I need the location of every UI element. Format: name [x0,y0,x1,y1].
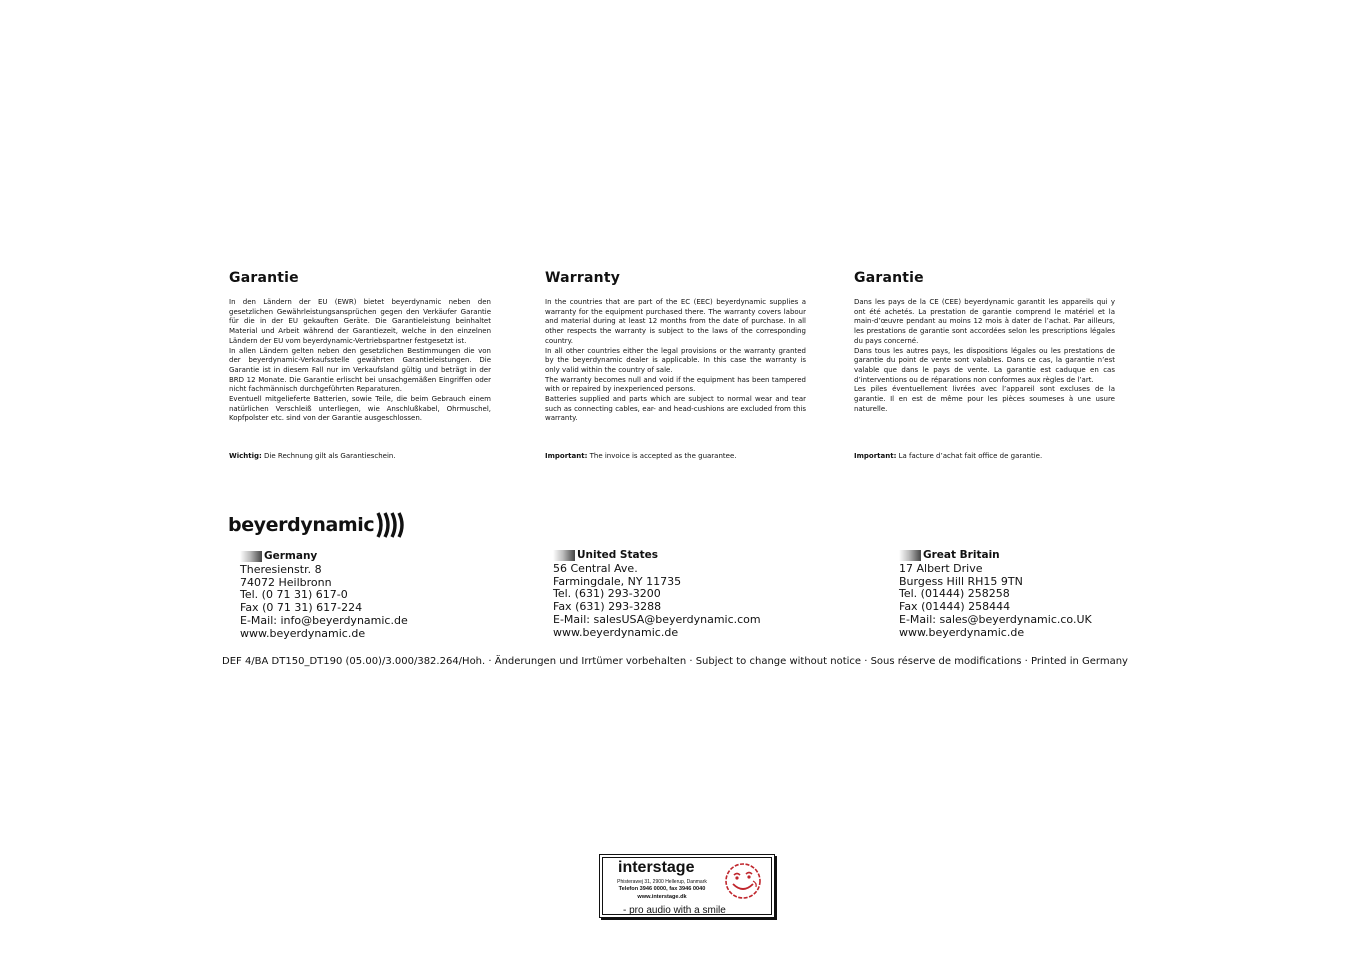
website-link[interactable]: www.beyerdynamic.de [899,625,1025,639]
beyerdynamic-logo [228,508,406,542]
important-note-french: Important: La facture d’achat fait office de garantie. [854,452,1043,460]
email-link[interactable]: E-Mail: salesUSA@beyerdynamic.com [553,612,761,626]
stamp-slogan: - pro audio with a smile [623,905,726,916]
footer-imprint: DEF 4/BA DT150_DT190 (05.00)/3.000/382.264/Hoh. · Änderungen und Irrtümer vorbehalten · Subject to change without notice · Sous réserve de modifications · Printed in Germany [222,656,1128,667]
important-note-english: Important: The invoice is accepted as the guarantee. [545,452,737,460]
paragraph: Dans les pays de la CE (CEE) beyerdynamic garantit les appareils qui y ont été achetés. La prestation de garantie comprend le matériel et la main-d’œuvre pendant au moins 12 mois à dater de l’achat. Par ailleurs, les prestations de garantie sont accordées selon les prescriptions légales du pays concerné. [854,298,1115,345]
logo-sound-waves-icon [376,510,406,540]
paragraph: Dans tous les autres pays, les dispositions légales ou les prestations de garantie du point de vente sont valables. Dans ce cas, la garantie n’est valable que dans le pays de vente. La garantie est caduque en cas d’interventions ou de réparations non conformes aux règles de l’art. [854,346,1115,384]
paragraph: Les piles éventuellement livrées avec l’appareil sont excluses de la garantie. Il en est de même pour les pièces soumeses à une usure naturelle. [854,385,1115,413]
warranty-column-french [854,270,1115,414]
paragraph: In the countries that are part of the EC (EEC) beyerdynamic supplies a warranty for the equipment purchased there. The warranty covers labour and material during at least 12 months from the date of purchase. In all other respects the warranty is subject to the laws of the corresponding country. [545,298,806,345]
gradient-bar-icon [240,551,262,562]
important-note-german: Wichtig: Die Rechnung gilt als Garantieschein. [229,452,396,460]
warranty-column-english [545,270,806,424]
website-link[interactable]: www.beyerdynamic.de [553,625,679,639]
email-link[interactable]: E-Mail: sales@beyerdynamic.co.UK [899,612,1092,626]
heading-german: Garantie [229,270,299,286]
email-link[interactable]: E-Mail: info@beyerdynamic.de [240,613,408,627]
stamp-phone: Telefon 3946 0000, fax 3946 0040 [618,886,706,892]
smiley-face-icon [723,861,763,901]
gradient-bar-icon [899,550,921,561]
stamp-address: Phisterawej 31, 2900 Hellerup, Danmark [617,879,707,885]
paragraph: Eventuell mitgelieferte Batterien, sowie Teile, die beim Gebrauch einem natürlichen Verschleiß unterliegen, wie Anschlußkabel, Ohrmuschel, Kopfpolster etc. sind von der Garantie ausgeschlossen. [229,395,491,423]
paragraph: In allen Ländern gelten neben den gesetzlichen Bestimmungen die von der beyerdynamic-Verkaufsstelle gewährten Garantieleistungen. Die Garantie ist in diesem Fall nur im Verkaufsland gültig und beträgt in der BRD 12 Monate. Die Garantie erlischt bei unsachgemäßen Eingriffen oder nicht fachmännisch durchgeführten Reparaturen. [229,346,491,394]
heading-french: Garantie [854,270,924,286]
warranty-column-german [229,270,491,424]
paragraph: The warranty becomes null and void if the equipment has been tampered with or repaired by inexperienced persons. [545,375,806,394]
address-united-states: United States 56 Central Ave. Farmingdale, NY 11735 Tel. (631) 293-3200 Fax (631) 293-3288 E-Mail: salesUSA@beyerdynamic.com www.beyerdynamic.de [553,549,761,639]
address-germany: Germany Theresienstr. 8 74072 Heilbronn Tel. (0 71 31) 617-0 Fax (0 71 31) 617-224 E-Mail: info@beyerdynamic.de www.beyerdynamic.de [240,550,408,640]
address-great-britain: Great Britain 17 Albert Drive Burgess Hill RH15 9TN Tel. (01444) 258258 Fax (01444) 258444 E-Mail: sales@beyerdynamic.co.UK www.beyerdynamic.de [899,549,1092,639]
heading-english: Warranty [545,270,621,286]
dealer-stamp [599,854,775,918]
logo-wordmark: beyerdynamic [228,514,375,536]
paragraph: In all other countries either the legal provisions or the warranty granted by the beyerdynamic dealer is applicable. In this case the warranty is only valid within the country of sale. [545,346,806,374]
gradient-bar-icon [553,550,575,561]
website-link[interactable]: www.beyerdynamic.de [240,626,366,640]
stamp-brand: interstage [618,859,695,876]
paragraph: Batteries supplied and parts which are subject to normal wear and tear such as connecting cables, ear- and head-cushions are excluded from this warranty. [545,395,806,423]
stamp-website: www.interstage.dk [637,894,687,900]
paragraph: In den Ländern der EU (EWR) bietet beyerdynamic neben den gesetzlichen Gewährleistungsansprüchen gegen den Verkäufer Garantie für die in der EU gekauften Geräte. Die Garantieleistung beinhaltet Material und Arbeit während der Garantiezeit, welche in den einzelnen Ländern der EU vom beyerdynamic-Vertriebspartner festgesetzt ist. [229,298,491,345]
